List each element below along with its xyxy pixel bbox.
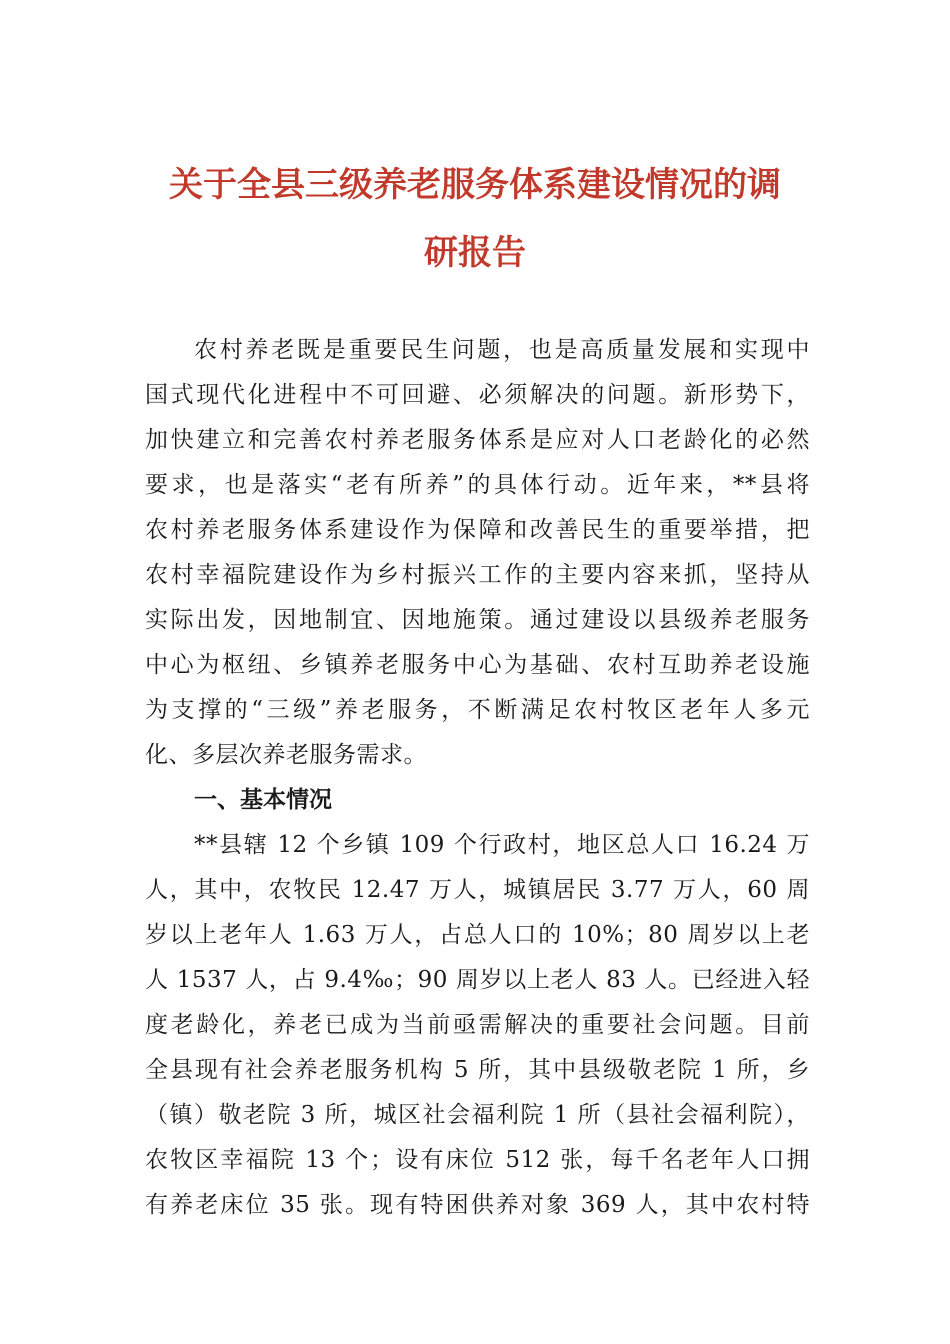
intro-paragraph-line: 化、多层次养老服务需求。 [145, 742, 427, 768]
intro-paragraph-line: 农村养老服务体系建设作为保障和改善民生的重要举措，把 [145, 517, 810, 543]
intro-paragraph-line: 农村幸福院建设作为乡村振兴工作的主要内容来抓，坚持从 [145, 562, 810, 588]
section1-paragraph-line: 人，其中，农牧民 12.47 万人，城镇居民 3.77 万人，60 周 [145, 877, 810, 903]
intro-paragraph-line: 农村养老既是重要民生问题，也是高质量发展和实现中 [194, 337, 810, 363]
section1-paragraph-line: 人 1537 人，占 9.4‰；90 周岁以上老人 83 人。已经进入轻 [145, 967, 810, 993]
intro-paragraph-line: 实际出发，因地制宜、因地施策。通过建设以县级养老服务 [145, 607, 810, 633]
intro-paragraph-line: 中心为枢纽、乡镇养老服务中心为基础、农村互助养老设施 [145, 652, 810, 678]
section1-paragraph-line: 全县现有社会养老服务机构 5 所，其中县级敬老院 1 所，乡 [145, 1057, 810, 1083]
intro-paragraph-line: 国式现代化进程中不可回避、必须解决的问题。新形势下， [145, 382, 810, 408]
section-heading-basic-situation: 一、基本情况 [194, 787, 332, 813]
intro-paragraph-line: 加快建立和完善农村养老服务体系是应对人口老龄化的必然 [145, 427, 810, 453]
intro-paragraph-line: 要求，也是落实“老有所养”的具体行动。近年来，**县将 [145, 472, 810, 498]
report-title-line-2: 研报告 [424, 233, 526, 273]
report-title-line-1: 关于全县三级养老服务体系建设情况的调 [169, 165, 781, 205]
section1-paragraph-line: 农牧区幸福院 13 个；设有床位 512 张，每千名老年人口拥 [145, 1147, 810, 1173]
section1-paragraph-line: **县辖 12 个乡镇 109 个行政村，地区总人口 16.24 万 [194, 832, 810, 858]
section1-paragraph-line: 岁以上老年人 1.63 万人，占总人口的 10%；80 周岁以上老 [145, 922, 810, 948]
section1-paragraph-line: （镇）敬老院 3 所，城区社会福利院 1 所（县社会福利院）， [145, 1102, 810, 1128]
section1-paragraph-line: 度老龄化，养老已成为当前亟需解决的重要社会问题。目前 [145, 1012, 810, 1038]
section1-paragraph-line: 有养老床位 35 张。现有特困供养对象 369 人，其中农村特 [145, 1192, 810, 1218]
intro-paragraph-line: 为支撑的“三级”养老服务，不断满足农村牧区老年人多元 [145, 697, 810, 723]
